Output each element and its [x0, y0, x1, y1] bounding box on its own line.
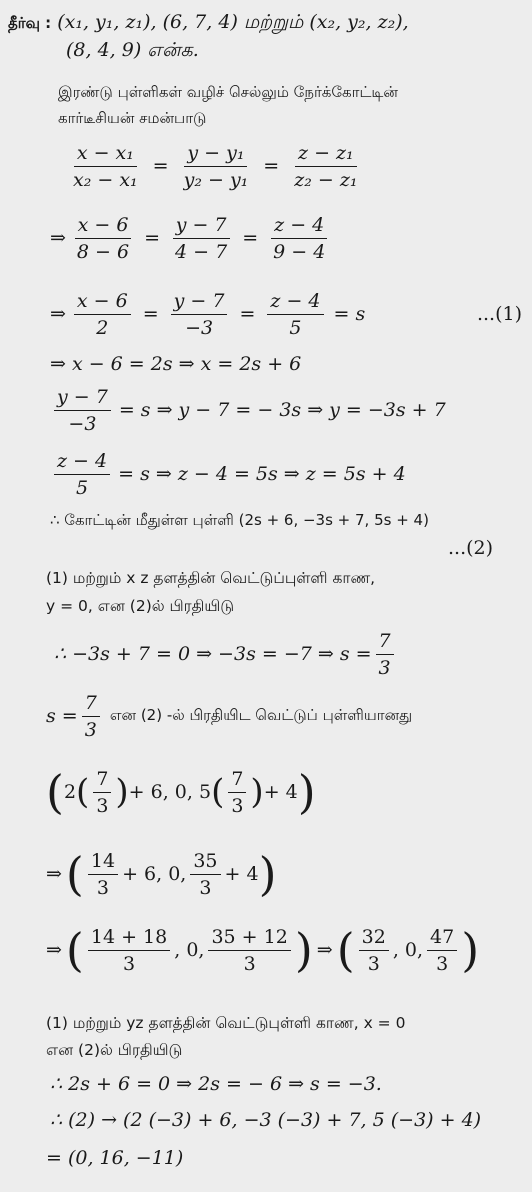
yz-result-line: = (0, 16, −11) [46, 1147, 184, 1169]
intro-text-line2: கார்டீசியன் சமன்பாடு [58, 109, 207, 127]
yz-plane-text-line1: (1) மற்றும் yz தளத்தின் வெட்டுபுள்ளி காண, x = 0 [46, 1014, 406, 1032]
simplified-equation: ⇒ $\frac{x - 6}{2}$ = $\frac{y - 7}{-3}$ = $\frac{z - 4}{5}$ = s ...(1) [50, 289, 522, 339]
equation-tag-1: ...(1) [476, 303, 522, 325]
xz-plane-text-line1: (1) மற்றும் x z தளத்தின் வெட்டுப்புள்ளி காண, [46, 569, 376, 587]
expr-fraction-2: $\frac{7}{3}$ [228, 768, 246, 817]
step3-fraction-2: $\frac{35 + 12}{3}$ [208, 926, 290, 975]
x-parametric-line: ⇒ x − 6 = 2s ⇒ x = 2s + 6 [50, 353, 302, 375]
step3-fraction-1: $\frac{14 + 18}{3}$ [88, 926, 170, 975]
simplified-fraction-x: $\frac{x - 6}{2}$ [74, 290, 131, 339]
formula-fraction-y: $\frac{\text{y − y₁}}{\text{y₂ − y₁}}$ [183, 141, 249, 191]
result-fraction-z: $\frac{47}{3}$ [427, 926, 457, 975]
s-substitution-line: s = $\frac{7}{3}$ என (2) -ல் பிரதியிட வெட்டுப் புள்ளியானது [46, 691, 413, 741]
formula-fraction-z: $\frac{\text{z − z₁}}{\text{z₂ − z₁}}$ [294, 141, 358, 191]
general-point-line: ∴ கோட்டின் மீதுள்ள புள்ளி (2s + 6, −3s + 7, 5s + 4) [50, 511, 429, 529]
equation-tag-2: ...(2) [448, 537, 494, 559]
yz-plane-text-line2: என (2)ல் பிரதியிடு [46, 1041, 183, 1059]
z-fraction: $\frac{z - 4}{5}$ [54, 450, 110, 499]
substituted-formula: ⇒ $\frac{x - 6}{8 - 6}$ = $\frac{y - 7}{4 - 7}$ = $\frac{z - 4}{9 - 4}$ [50, 208, 332, 268]
y-parametric-line: $\frac{y - 7}{-3}$ = s ⇒ y − 7 = − 3s ⇒ y = −3s + 7 [50, 380, 446, 440]
solution-label: தீர்வு : [8, 14, 52, 32]
z-parametric-line: $\frac{z - 4}{5}$ = s ⇒ z − 4 = 5s ⇒ z = 5s + 4 [50, 444, 406, 504]
yz-solve-line: ∴ 2s + 6 = 0 ⇒ 2s = − 6 ⇒ s = −3. [50, 1073, 382, 1095]
xz-plane-text-line2: y = 0, என (2)ல் பிரதியிடு [46, 597, 235, 615]
y-fraction: $\frac{y - 7}{-3}$ [54, 386, 111, 435]
simplified-fraction-y: $\frac{y - 7}{-3}$ [171, 290, 228, 339]
s-sub-fraction: $\frac{7}{3}$ [82, 692, 100, 741]
step2-fraction-1: $\frac{14}{3}$ [88, 850, 118, 899]
formula-fraction-x: $\frac{\text{x − x₁}}{\text{x₂ − x₁}}$ [73, 141, 138, 191]
intersection-point-expression: ( 2 ( $\frac{7}{3}$ ) + 6, 0, 5 ( $\frac{7}{3}$ ) + 4 ) [46, 765, 316, 819]
given-points-continued: (8, 4, 9) என்க. [66, 39, 199, 61]
step2-fraction-2: $\frac{35}{3}$ [190, 850, 220, 899]
result-fraction-x: $\frac{32}{3}$ [359, 926, 389, 975]
expr-fraction-1: $\frac{7}{3}$ [93, 768, 111, 817]
subst-fraction-z: $\frac{z - 4}{9 - 4}$ [273, 213, 326, 263]
yz-substitution-line: ∴ (2) → (2 (−3) + 6, −3 (−3) + 7, 5 (−3) + 4) [50, 1109, 482, 1131]
given-points: (x₁, y₁, z₁), (6, 7, 4) மற்றும் (x₂, y₂, z₂), [57, 11, 409, 33]
simplified-fraction-z: $\frac{z - 4}{5}$ [267, 290, 323, 339]
s-value-fraction: $\frac{7}{3}$ [376, 630, 394, 679]
subst-fraction-x: $\frac{x - 6}{8 - 6}$ [74, 214, 132, 263]
intro-text-line1: இரண்டு புள்ளிகள் வழிச் செல்லும் நேர்க்கோட்டின் [58, 83, 398, 101]
intersection-point-step3: ⇒ ( $\frac{14 + 18}{3}$ , 0, $\frac{35 + 12}{3}$ ) ⇒ ( $\frac{32}{3}$ , 0, $\frac{47}{3}$ ) [46, 923, 480, 977]
intersection-point-step2: ⇒ ( $\frac{14}{3}$ + 6, 0, $\frac{35}{3}$ + 4 ) [46, 847, 277, 901]
subst-fraction-y: $\frac{y - 7}{4 - 7}$ [172, 214, 230, 263]
solution-header [8, 10, 409, 35]
solve-s-line: ∴ −3s + 7 = 0 ⇒ −3s = −7 ⇒ s = $\frac{7}{3}$ [54, 624, 398, 684]
cartesian-formula: $\frac{\text{x − x₁}}{\text{x₂ − x₁}}$ = $\frac{\text{y − y₁}}{\text{y₂ − y₁}}$ = $\frac{\text{z − z₁}}{\text{z₂ − z₁}}$ [66, 136, 364, 196]
